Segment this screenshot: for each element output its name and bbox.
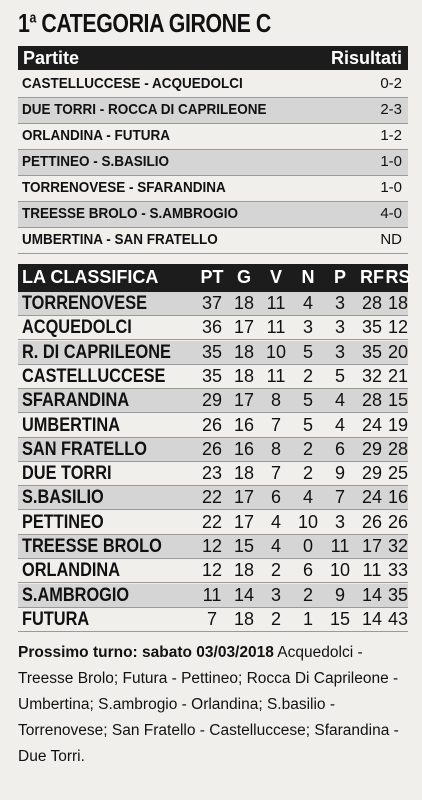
next-round-fixtures: Acquedolci - Treesse Brolo; Futura - Pettineo; Rocca Di Caprileone - Umbertina; S.ambrogio - Orlandina; S.basilio - Torrenovese; San Fratello - Castelluccese; Sfarandina - Due Torri. (18, 644, 399, 765)
standings-team: TORRENOVESE (22, 293, 148, 314)
standings-cell: 0 (302, 536, 313, 556)
standings-cell: 35 (201, 365, 223, 386)
standings-cell: 2 (302, 365, 313, 386)
standings-cell: 33 (387, 560, 409, 581)
standings-cell: 10 (329, 560, 351, 581)
standings-cell: 29 (201, 390, 223, 411)
result-score: 1-0 (380, 153, 402, 170)
standings-cell: 5 (302, 414, 313, 435)
result-score: 4-0 (380, 205, 402, 222)
standings-cell: 4 (334, 390, 345, 411)
standings-cell: 28 (361, 390, 383, 411)
standings-cell: 32 (361, 365, 383, 386)
standings-team: UMBERTINA (22, 414, 121, 436)
result-score: ND (380, 231, 402, 248)
standings-cell: 36 (201, 317, 223, 338)
standings-cell: 3 (334, 511, 345, 532)
standings-row (18, 292, 408, 316)
standings-team: ORLANDINA (22, 560, 121, 582)
standings-cell: 25 (387, 463, 409, 484)
standings-row (18, 608, 408, 632)
standings-cell: 43 (387, 608, 409, 629)
standings-cell: 7 (206, 608, 217, 629)
standings-cell: 18 (233, 608, 255, 629)
results-header (18, 46, 408, 70)
standings-cell: 6 (302, 560, 313, 581)
standings-cell: 4 (302, 487, 313, 508)
result-row (18, 72, 408, 98)
standings-team: DUE TORRI (22, 463, 112, 485)
standings-cell: 7 (270, 463, 281, 484)
standings-cell: 7 (270, 414, 281, 435)
standings-cell: 3 (302, 317, 313, 338)
standings-cell: 17 (233, 511, 255, 532)
standings-cell: 15 (233, 536, 255, 556)
standings-cell: 2 (302, 438, 313, 459)
standings-col-header: P (333, 267, 346, 287)
standings-cell: 17 (233, 487, 255, 508)
standings-cell: 12 (201, 560, 223, 581)
next-round (18, 640, 410, 770)
standings-cell: 19 (387, 414, 409, 435)
standings-cell: 29 (361, 438, 383, 459)
result-match: UMBERTINA - SAN FRATELLO (22, 231, 218, 248)
standings-cell: 18 (387, 293, 409, 313)
standings-cell: 6 (334, 438, 345, 459)
standings-cell: 9 (334, 463, 345, 484)
result-match: CASTELLUCCESE - ACQUEDOLCI (22, 75, 243, 92)
standings-cell: 2 (270, 608, 281, 629)
title-ordinal-sup: a (29, 9, 36, 27)
result-row (18, 124, 408, 150)
standings-cell: 17 (233, 390, 255, 411)
standings-cell: 11 (202, 584, 222, 605)
standings-cell: 8 (270, 438, 281, 459)
standings-col-header: RF (360, 267, 384, 287)
standings-cell: 4 (302, 293, 313, 313)
standings-header (18, 264, 411, 292)
standings-cell: 3 (334, 293, 345, 313)
result-row (18, 202, 408, 228)
standings-cell: 21 (387, 365, 409, 386)
standings-cell: 16 (233, 414, 255, 435)
standings-cell: 2 (302, 584, 313, 605)
standings-cell: 3 (334, 317, 345, 338)
standings-cell: 16 (387, 487, 409, 508)
standings-cell: 24 (361, 487, 383, 508)
standings-cell: 28 (361, 293, 383, 313)
standings-cell: 9 (334, 584, 345, 605)
standings-row (18, 535, 408, 559)
standings-cell: 14 (233, 584, 255, 605)
standings-row (18, 414, 408, 438)
standings-cell: 4 (270, 511, 281, 532)
next-round-label: Prossimo turno: sabato 03/03/2018 (18, 644, 274, 661)
standings-col-header: PT (200, 267, 224, 287)
standings-team: SAN FRATELLO (22, 438, 147, 460)
standings-cell: 20 (387, 341, 409, 362)
result-row (18, 176, 408, 202)
standings-cell: 10 (265, 341, 287, 362)
standings-row (18, 584, 408, 608)
standings-team: R. DI CAPRILEONE (22, 341, 171, 363)
standings-cell: 18 (233, 293, 255, 313)
standings-cell: 5 (334, 365, 345, 386)
standings-row (18, 462, 408, 486)
standings-row (18, 316, 408, 340)
standings-cell: 35 (361, 317, 383, 338)
standings-cell: 29 (361, 463, 383, 484)
standings-cell: 12 (201, 536, 223, 556)
standings-cell: 37 (201, 293, 223, 313)
result-row (18, 150, 408, 176)
standings-col-header: N (301, 267, 315, 287)
result-row (18, 228, 408, 254)
standings-title: LA CLASSIFICA (22, 267, 159, 287)
standings-team: S.AMBROGIO (22, 584, 130, 606)
standings-cell: 17 (361, 536, 383, 556)
standings-cell: 3 (270, 584, 281, 605)
standings-cell: 15 (329, 608, 351, 629)
standings-cell: 18 (233, 365, 255, 386)
standings-team: ACQUEDOLCI (22, 317, 132, 339)
result-score: 2-3 (380, 101, 402, 118)
standings-cell: 14 (361, 584, 383, 605)
standings-cell: 4 (334, 414, 345, 435)
standings-row (18, 389, 408, 413)
standings-cell: 2 (302, 463, 313, 484)
standings-team: TREESSE BROLO (22, 536, 162, 557)
standings-cell: 23 (201, 463, 223, 484)
result-score: 1-2 (380, 127, 402, 144)
title-text: CATEGORIA GIRONE C (41, 8, 271, 38)
result-match: TREESSE BROLO - S.AMBROGIO (22, 205, 239, 222)
standings-cell: 28 (387, 438, 409, 459)
standings-row (18, 511, 408, 535)
standings-cell: 5 (302, 341, 313, 362)
standings-cell: 35 (361, 341, 383, 362)
standings-cell: 18 (233, 463, 255, 484)
standings-cell: 2 (270, 560, 281, 581)
standings-cell: 14 (361, 608, 383, 629)
standings-team: FUTURA (22, 608, 90, 630)
standings-col-header: G (236, 267, 251, 287)
standings-cell: 10 (297, 511, 319, 532)
standings-cell: 8 (270, 390, 281, 411)
standings-cell: 32 (387, 536, 409, 556)
standings-cell: 35 (201, 341, 223, 362)
standings-row (18, 486, 408, 510)
standings-cell: 3 (334, 341, 345, 362)
standings-cell: 18 (233, 560, 255, 581)
result-match: TORRENOVESE - SFARANDINA (22, 179, 226, 196)
standings-cell: 26 (201, 414, 223, 435)
standings-team: PETTINEO (22, 511, 104, 533)
standings-row (18, 438, 408, 462)
result-score: 1-0 (380, 179, 402, 196)
standings-team: SFARANDINA (22, 390, 130, 412)
standings-col-header: V (269, 267, 282, 287)
standings-cell: 26 (361, 511, 383, 532)
result-match: PETTINEO - S.BASILIO (22, 153, 170, 170)
result-row (18, 98, 408, 124)
standings-cell: 15 (387, 390, 409, 411)
standings-cell: 18 (233, 341, 255, 362)
standings-cell: 4 (270, 536, 281, 556)
title-ordinal: 1 (18, 8, 30, 38)
standings-cell: 7 (334, 487, 345, 508)
standings-team: S.BASILIO (22, 487, 104, 509)
standings-cell: 1 (302, 608, 313, 629)
standings-cell: 11 (266, 317, 286, 338)
standings-cell: 35 (387, 584, 409, 605)
standings-cell: 11 (266, 365, 286, 386)
result-score: 0-2 (380, 75, 402, 92)
standings-col-header: RS (385, 267, 411, 287)
standings-cell: 11 (362, 560, 382, 581)
standings-cell: 12 (387, 317, 409, 338)
standings-cell: 26 (387, 511, 409, 532)
standings-cell: 11 (266, 293, 286, 313)
standings-cell: 22 (201, 511, 223, 532)
standings-cell: 5 (302, 390, 313, 411)
standings-cell: 24 (361, 414, 383, 435)
page-title (18, 8, 271, 39)
standings-row (18, 559, 408, 583)
result-match: DUE TORRI - ROCCA DI CAPRILEONE (22, 101, 267, 118)
standings-cell: 11 (330, 536, 350, 556)
standings-cell: 6 (270, 487, 281, 508)
standings-row (18, 341, 408, 365)
standings-team: CASTELLUCCESE (22, 365, 166, 387)
results-header-matches: Partite (23, 48, 80, 68)
standings-row (18, 365, 408, 389)
result-match: ORLANDINA - FUTURA (22, 127, 170, 144)
standings-cell: 17 (233, 317, 255, 338)
standings-cell: 26 (201, 438, 223, 459)
results-header-scores: Risultati (330, 48, 402, 68)
standings-cell: 22 (201, 487, 223, 508)
standings-cell: 16 (233, 438, 255, 459)
